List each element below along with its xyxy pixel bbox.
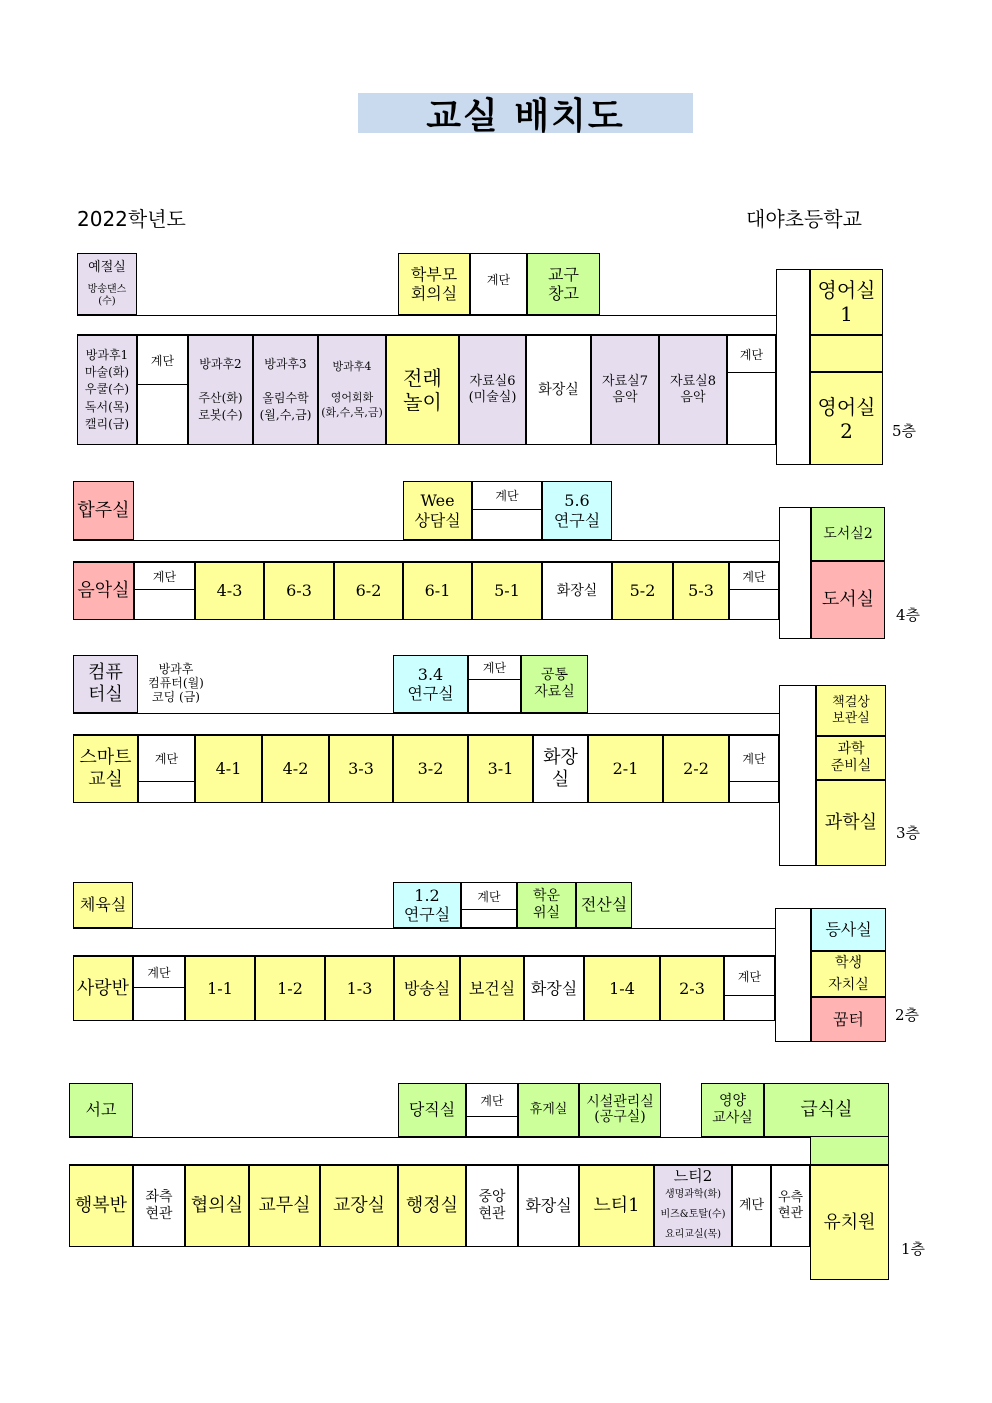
room-school-committee: 학운 위실: [517, 882, 576, 928]
stairs: [137, 335, 188, 445]
room-restroom: 화장 실: [533, 735, 588, 803]
classroom: 3-3: [329, 735, 393, 803]
room-etiquette: [77, 253, 137, 315]
room-computing: 전산실: [576, 882, 632, 928]
side-hallway: [779, 507, 811, 639]
side-hallway: [775, 908, 811, 1042]
room-night-duty: 당직실: [398, 1083, 466, 1137]
room-restroom: 화장실: [524, 956, 584, 1021]
classroom: 6-2: [334, 562, 403, 620]
hallway: [73, 713, 779, 735]
stairs: [466, 1083, 518, 1137]
stairs: [724, 956, 775, 1021]
classroom: 1-2: [255, 956, 325, 1021]
room-equipment-storage: 교구 창고: [527, 253, 600, 315]
room-principal: 교장실: [320, 1165, 398, 1247]
room-afterschool-2: 방과후2 주산(화) 로봇(수): [188, 335, 253, 445]
room-facility: 시설관리실 (공구실): [579, 1083, 661, 1137]
stairs-label: 계단: [150, 353, 175, 368]
classroom: 2-2: [663, 735, 729, 803]
room-lab-56: 5.6 연구실: [542, 481, 612, 540]
room-afterschool-1: 방과후1 마술(화) 우쿨(수) 독서(목) 캘리(금): [77, 335, 137, 445]
stairs: [133, 956, 185, 1021]
room-library-2: 도서실2: [811, 507, 885, 561]
stairs-label: 계단: [742, 752, 766, 766]
stairs: [461, 882, 517, 928]
room-kindergarten: 유치원: [810, 1165, 889, 1280]
room-archive: 서고: [69, 1083, 133, 1137]
side-hallway: [779, 685, 816, 866]
classroom: 5-3: [673, 562, 729, 620]
room-administration: 행정실: [398, 1165, 466, 1247]
room-afterschool-4: 방과후4 영어회화 (화,수,목,금): [318, 335, 386, 445]
cafeteria-extension: [810, 1137, 889, 1165]
stairs: [729, 735, 779, 803]
left-entrance: 좌측 현관: [133, 1165, 185, 1247]
stairs: 계단: [732, 1165, 771, 1247]
room-love-class: 사랑반: [73, 956, 133, 1021]
classroom: 6-3: [264, 562, 334, 620]
classroom: 3-1: [468, 735, 533, 803]
room-smart: 스마트 교실: [73, 735, 138, 803]
stairs-label: 계단: [742, 569, 766, 584]
stairs-label: 계단: [486, 272, 511, 287]
school-name: 대야초등학교: [746, 207, 862, 231]
room-traditional-play: 전래 놀이: [386, 335, 459, 445]
room-health: 보건실: [460, 956, 524, 1021]
room-conference: 협의실: [185, 1165, 249, 1247]
hallway: [73, 540, 779, 562]
room-library: 도서실: [811, 561, 885, 639]
room-neuti-2: [654, 1165, 732, 1247]
hallway: [69, 1137, 810, 1165]
room-dream: 꿈터: [811, 997, 886, 1042]
stairs: [729, 562, 779, 620]
classroom: 2-1: [588, 735, 663, 803]
classroom: 1-4: [584, 956, 660, 1021]
classroom: 6-1: [403, 562, 472, 620]
floor-label: 1층: [901, 1240, 926, 1258]
classroom: 1-3: [325, 956, 394, 1021]
room-nutritionist: 영양 교사실: [701, 1083, 764, 1137]
stairs-label: 계단: [154, 752, 179, 766]
room-cafeteria: 급식실: [764, 1083, 889, 1137]
room-student-council: 학생 자치실: [811, 951, 886, 997]
floor-label: 3층: [896, 824, 921, 842]
room-parent-meeting: 학부모 회의실: [398, 253, 470, 315]
room-storage-7: 자료실7 음악: [591, 335, 659, 445]
classroom: 2-3: [660, 956, 724, 1021]
room-science: 과학실: [816, 780, 886, 866]
stairs: [468, 655, 521, 713]
room-restroom: 화장실: [542, 562, 612, 620]
room-lab-12: 1.2 연구실: [393, 882, 461, 928]
classroom: 1-1: [185, 956, 255, 1021]
page-title: 교실 배치도: [358, 93, 693, 133]
room-staff: 교무실: [249, 1165, 320, 1247]
classroom: 5-1: [472, 562, 542, 620]
room-restroom: 화장실: [526, 335, 591, 445]
floor-label: 2층: [895, 1006, 920, 1024]
room-music: 음악실: [73, 562, 134, 620]
stairs-label: 계단: [482, 661, 507, 675]
room-english-1: 영어실 1: [810, 269, 883, 335]
room-afterschool-3: 방과후3 올림수학 (월,수,금): [253, 335, 318, 445]
room-neuti-1: 느티1: [579, 1165, 654, 1247]
floor-label: 4층: [896, 606, 921, 624]
room-lab-34: 3.4 연구실: [393, 655, 468, 713]
room-english-2: 영어실 2: [810, 372, 883, 465]
room-unlabeled: [810, 335, 883, 372]
stairs: [138, 735, 195, 803]
classroom: 4-1: [195, 735, 262, 803]
room-label: 느티2: [673, 1167, 713, 1185]
room-sublabel: 방송댄스 (수): [87, 283, 127, 307]
room-gym: 체육실: [73, 882, 133, 928]
classroom: 4-2: [262, 735, 329, 803]
hallway: [73, 928, 775, 956]
room-lounge: 휴게실: [518, 1083, 579, 1137]
afterschool-computer-note: 방과후 컴퓨터(월) 코딩 (금): [138, 659, 214, 709]
room-common-materials: 공통 자료실: [521, 655, 588, 713]
room-restroom: 화장실: [518, 1165, 579, 1247]
classroom: 3-2: [393, 735, 468, 803]
room-wee-counseling: Wee 상담실: [403, 481, 472, 540]
room-printing: 등사실: [811, 908, 886, 951]
stairs: [727, 335, 776, 445]
room-science-prep: 과학 준비실: [816, 736, 886, 780]
room-sublabel: 생명과학(화) 비즈&토탈(수) 요리교실(목): [660, 1189, 726, 1240]
room-label: 예절실: [88, 260, 126, 276]
stairs-label: 계단: [152, 569, 177, 584]
stairs-label: 계단: [737, 969, 762, 984]
stairs-label: 계단: [147, 965, 171, 980]
side-hallway: [776, 269, 810, 465]
room-desk-storage: 책걸상 보관실: [816, 685, 886, 736]
room-computer: 컴퓨 터실: [73, 655, 138, 713]
floor-label: 5층: [892, 422, 917, 440]
school-year: 2022학년도: [77, 207, 186, 231]
stairs: [470, 253, 527, 315]
stairs-label: 계단: [477, 889, 501, 904]
room-storage-6: 자료실6 (미술실): [459, 335, 526, 445]
center-entrance: 중앙 현관: [466, 1165, 518, 1247]
right-entrance: 우측 현관: [771, 1165, 810, 1247]
room-happy-class: 행복반: [69, 1165, 133, 1247]
room-storage-8: 자료실8 음악: [659, 335, 727, 445]
stairs: [472, 481, 542, 540]
room-ensemble: 합주실: [73, 481, 134, 540]
stairs-label: 계단: [495, 489, 519, 503]
stairs-label: 계단: [739, 347, 764, 362]
stairs-label: 계단: [480, 1093, 504, 1108]
hallway: [77, 315, 776, 335]
stairs: [134, 562, 195, 620]
room-broadcast: 방송실: [394, 956, 460, 1021]
classroom: 5-2: [612, 562, 673, 620]
classroom: 4-3: [195, 562, 264, 620]
